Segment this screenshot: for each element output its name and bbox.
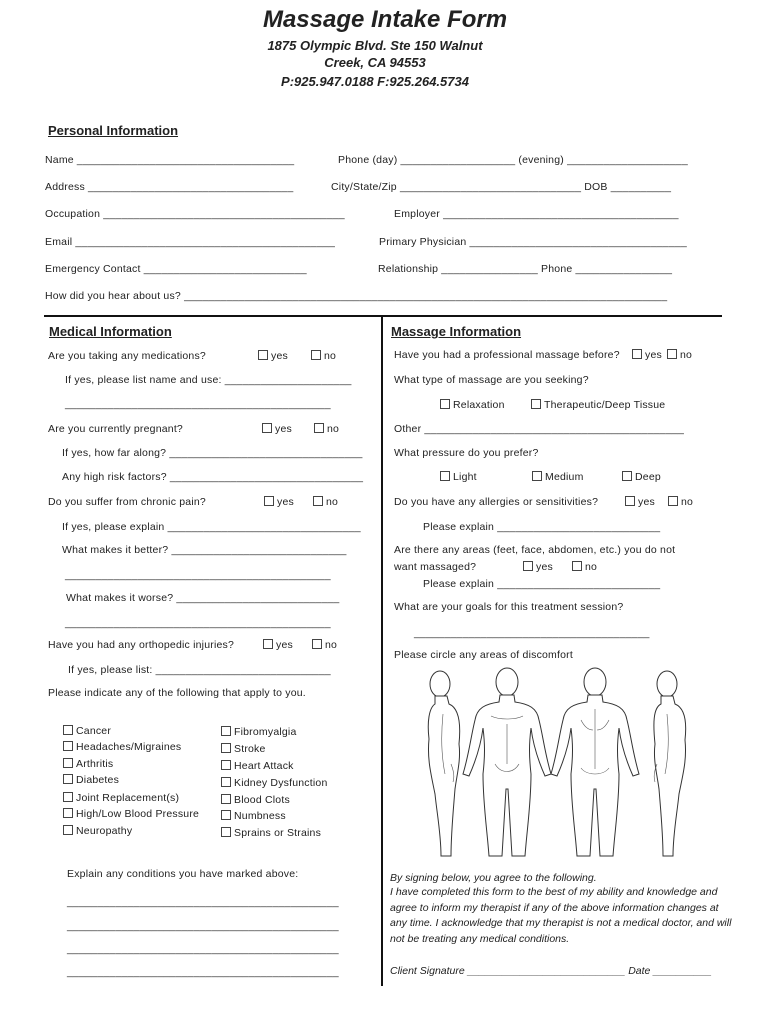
checkbox-icon bbox=[63, 792, 73, 802]
better-field[interactable]: What makes it better? _____________________________ bbox=[62, 544, 347, 556]
pressure-light-checkbox[interactable]: Light bbox=[440, 471, 477, 483]
referral-field[interactable]: How did you hear about us? ________________________________________________________________________________ bbox=[45, 290, 668, 302]
worse-field[interactable]: What makes it worse? ___________________________ bbox=[66, 592, 340, 604]
checkbox-icon bbox=[221, 726, 231, 736]
pressure-medium-checkbox[interactable]: Medium bbox=[532, 471, 584, 483]
checkbox-icon bbox=[314, 423, 324, 433]
condition-diabetes-checkbox[interactable]: Diabetes bbox=[63, 774, 119, 786]
condition-joint-replacement-checkbox[interactable]: Joint Replacement(s) bbox=[63, 792, 179, 804]
checkbox-icon bbox=[311, 350, 321, 360]
pressure-deep-checkbox[interactable]: Deep bbox=[622, 471, 661, 483]
pregnant-question: Are you currently pregnant? bbox=[48, 423, 183, 435]
condition-fibromyalgia-checkbox[interactable]: Fibromyalgia bbox=[221, 726, 297, 738]
checkbox-icon bbox=[63, 725, 73, 735]
checkbox-icon bbox=[63, 825, 73, 835]
better-line-field[interactable]: ____________________________________________ bbox=[65, 569, 331, 581]
checkbox-icon bbox=[63, 741, 73, 751]
consent-intro: By signing below, you agree to the following. bbox=[390, 872, 597, 884]
condition-kidney-checkbox[interactable]: Kidney Dysfunction bbox=[221, 777, 327, 789]
professional-massage-question: Have you had a professional massage before? bbox=[394, 349, 620, 361]
condition-blood-clots-checkbox[interactable]: Blood Clots bbox=[221, 794, 290, 806]
massage-type-question: What type of massage are you seeking? bbox=[394, 374, 589, 386]
address-field[interactable]: Address __________________________________ bbox=[45, 181, 294, 193]
chronic-no-checkbox[interactable]: no bbox=[313, 496, 338, 508]
areas-no-checkbox[interactable]: no bbox=[572, 561, 597, 573]
prof-yes-checkbox[interactable]: yes bbox=[632, 349, 662, 361]
body-diagram[interactable] bbox=[395, 664, 710, 860]
goals-field[interactable]: _______________________________________ bbox=[414, 627, 650, 639]
condition-heart-attack-checkbox[interactable]: Heart Attack bbox=[221, 760, 294, 772]
condition-blood-pressure-checkbox[interactable]: High/Low Blood Pressure bbox=[63, 808, 199, 820]
allergies-yes-checkbox[interactable]: yes bbox=[625, 496, 655, 508]
prof-no-checkbox[interactable]: no bbox=[667, 349, 692, 361]
medications-line-field[interactable]: ____________________________________________ bbox=[65, 398, 331, 410]
body-back-figure[interactable] bbox=[551, 668, 639, 856]
checkbox-icon bbox=[572, 561, 582, 571]
relaxation-checkbox[interactable]: Relaxation bbox=[440, 399, 505, 411]
name-field[interactable]: Name ____________________________________ bbox=[45, 154, 295, 166]
explain-line-4[interactable]: _____________________________________________ bbox=[67, 966, 339, 978]
areas-question-line-2: want massaged? bbox=[394, 561, 477, 573]
checkbox-icon bbox=[63, 758, 73, 768]
signature-date-field[interactable]: Client Signature ___________________________ Date __________ bbox=[390, 965, 712, 977]
checkbox-icon bbox=[221, 760, 231, 770]
checkbox-icon bbox=[264, 496, 274, 506]
checkbox-icon bbox=[532, 471, 542, 481]
explain-line-3[interactable]: _____________________________________________ bbox=[67, 943, 339, 955]
section-divider bbox=[44, 315, 722, 317]
checkbox-icon bbox=[221, 794, 231, 804]
checkbox-icon bbox=[622, 471, 632, 481]
massage-info-heading: Massage Information bbox=[391, 324, 522, 339]
medical-info-heading: Medical Information bbox=[49, 324, 172, 339]
condition-numbness-checkbox[interactable]: Numbness bbox=[221, 810, 286, 822]
checkbox-icon bbox=[667, 349, 677, 359]
worse-line-field[interactable]: ____________________________________________ bbox=[65, 617, 331, 629]
allergies-explain-field[interactable]: Please explain ___________________________ bbox=[423, 521, 661, 533]
explain-line-2[interactable]: _____________________________________________ bbox=[67, 920, 339, 932]
pregnant-no-checkbox[interactable]: no bbox=[314, 423, 339, 435]
phone-day-field[interactable]: Phone (day) ___________________ (evening) ____________________ bbox=[338, 154, 688, 166]
email-field[interactable]: Email ___________________________________________ bbox=[45, 236, 336, 248]
condition-neuropathy-checkbox[interactable]: Neuropathy bbox=[63, 825, 132, 837]
condition-cancer-checkbox[interactable]: Cancer bbox=[63, 725, 111, 737]
areas-yes-checkbox[interactable]: yes bbox=[523, 561, 553, 573]
therapeutic-checkbox[interactable]: Therapeutic/Deep Tissue bbox=[531, 399, 665, 411]
body-front-figure[interactable] bbox=[463, 668, 551, 856]
ortho-yes-checkbox[interactable]: yes bbox=[263, 639, 293, 651]
checkbox-icon bbox=[221, 777, 231, 787]
goals-question: What are your goals for this treatment session? bbox=[394, 601, 624, 613]
checkbox-icon bbox=[668, 496, 678, 506]
condition-sprains-checkbox[interactable]: Sprains or Strains bbox=[221, 827, 321, 839]
pressure-question: What pressure do you prefer? bbox=[394, 447, 539, 459]
medications-no-checkbox[interactable]: no bbox=[311, 350, 336, 362]
pregnant-yes-checkbox[interactable]: yes bbox=[262, 423, 292, 435]
relationship-field[interactable]: Relationship ________________ Phone ________________ bbox=[378, 263, 673, 275]
checkbox-icon bbox=[262, 423, 272, 433]
indicate-instruction: Please indicate any of the following that apply to you. bbox=[48, 687, 306, 699]
risk-factors-field[interactable]: Any high risk factors? ________________________________ bbox=[62, 471, 364, 483]
checkbox-icon bbox=[63, 808, 73, 818]
checkbox-icon bbox=[312, 639, 322, 649]
checkbox-icon bbox=[63, 774, 73, 784]
chronic-explain-field[interactable]: If yes, please explain ________________________________ bbox=[62, 521, 361, 533]
condition-arthritis-checkbox[interactable]: Arthritis bbox=[63, 758, 113, 770]
form-title: Massage Intake Form bbox=[262, 6, 508, 33]
body-side-right-figure[interactable] bbox=[654, 671, 686, 856]
areas-explain-field[interactable]: Please explain ___________________________ bbox=[423, 578, 661, 590]
discomfort-instruction: Please circle any areas of discomfort bbox=[394, 649, 573, 661]
personal-info-heading: Personal Information bbox=[48, 123, 179, 138]
address-line-1: 1875 Olympic Blvd. Ste 150 Walnut bbox=[267, 38, 483, 53]
areas-question-line-1: Are there any areas (feet, face, abdomen, etc.) you do not bbox=[394, 544, 676, 556]
condition-headaches-checkbox[interactable]: Headaches/Migraines bbox=[63, 741, 181, 753]
address-line-2: Creek, CA 94553 bbox=[324, 55, 426, 70]
emergency-contact-field[interactable]: Emergency Contact ___________________________ bbox=[45, 263, 307, 275]
checkbox-icon bbox=[523, 561, 533, 571]
explain-line-1[interactable]: _____________________________________________ bbox=[67, 896, 339, 908]
city-dob-field[interactable]: City/State/Zip ______________________________ DOB __________ bbox=[331, 181, 672, 193]
medications-list-field[interactable]: If yes, please list name and use: _____________________ bbox=[65, 374, 352, 386]
condition-stroke-checkbox[interactable]: Stroke bbox=[221, 743, 266, 755]
phone-fax: P:925.947.0188 F:925.264.5734 bbox=[281, 74, 469, 89]
employer-field[interactable]: Employer _______________________________________ bbox=[394, 208, 679, 220]
checkbox-icon bbox=[632, 349, 642, 359]
checkbox-icon bbox=[625, 496, 635, 506]
checkbox-icon bbox=[221, 827, 231, 837]
checkbox-icon bbox=[221, 743, 231, 753]
pregnancy-progress-field[interactable]: If yes, how far along? ________________________________ bbox=[62, 447, 363, 459]
allergies-question: Do you have any allergies or sensitivities? bbox=[394, 496, 599, 508]
medications-question: Are you taking any medications? bbox=[48, 350, 206, 362]
chronic-pain-question: Do you suffer from chronic pain? bbox=[48, 496, 206, 508]
checkbox-icon bbox=[440, 471, 450, 481]
checkbox-icon bbox=[313, 496, 323, 506]
checkbox-icon bbox=[440, 399, 450, 409]
allergies-no-checkbox[interactable]: no bbox=[668, 496, 693, 508]
medications-yes-checkbox[interactable]: yes bbox=[258, 350, 288, 362]
checkbox-icon bbox=[258, 350, 268, 360]
consent-statement: I have completed this form to the best of my ability and knowledge and agree to inform my therapist if any of the above information changes at any time. I acknowledge that my therapist is not a medical doctor, and will not be treating any medical conditions. bbox=[390, 886, 732, 945]
checkbox-icon bbox=[531, 399, 541, 409]
checkbox-icon bbox=[221, 810, 231, 820]
column-divider bbox=[381, 316, 383, 986]
physician-field[interactable]: Primary Physician ____________________________________ bbox=[379, 236, 687, 248]
orthopedic-question: Have you had any orthopedic injuries? bbox=[48, 639, 235, 651]
chronic-yes-checkbox[interactable]: yes bbox=[264, 496, 294, 508]
occupation-field[interactable]: Occupation ________________________________________ bbox=[45, 208, 345, 220]
other-massage-field[interactable]: Other ___________________________________________ bbox=[394, 423, 685, 435]
ortho-list-field[interactable]: If yes, please list: _____________________________ bbox=[68, 664, 331, 676]
body-side-left-figure[interactable] bbox=[428, 671, 459, 856]
ortho-no-checkbox[interactable]: no bbox=[312, 639, 337, 651]
explain-conditions-label: Explain any conditions you have marked above: bbox=[67, 868, 299, 880]
checkbox-icon bbox=[263, 639, 273, 649]
